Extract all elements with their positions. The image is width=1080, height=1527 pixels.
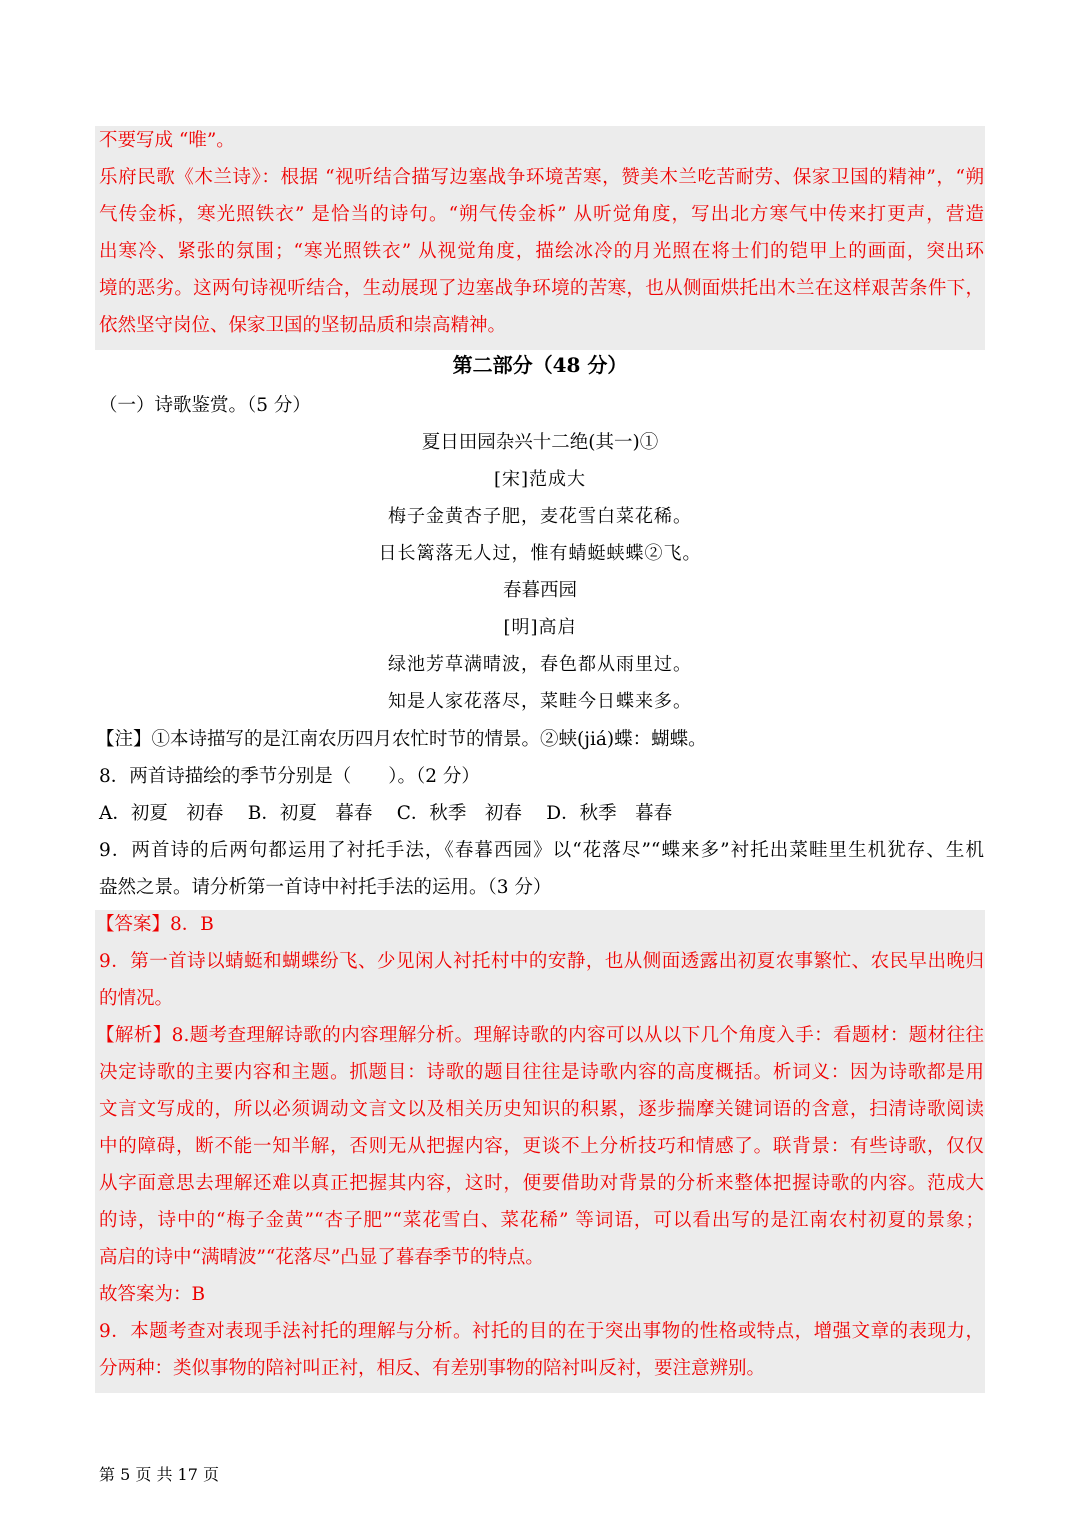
answer-line: 乐府民歌《木兰诗》：根据 “视听结合描写边塞战争环境苦寒，赞美木兰吃苦耐劳、保家卫国的精神”，“朔 [99, 167, 984, 188]
analysis-line: 9．本题考查对表现手法衬托的理解与分析。衬托的目的在于突出事物的性格或特点，增强文章的表现力， [99, 1321, 984, 1342]
answer-line: 气传金柝，寒光照铁衣” 是恰当的诗句。“朔气传金柝” 从听觉角度，写出北方寒气中传来打更声，营造 [99, 204, 984, 225]
section-title: 第二部分（48 分） [452, 353, 628, 377]
poem2-line: 知是人家花落尽，菜畦今日蝶来多。 [388, 691, 692, 712]
analysis-line: 从字面意思去理解还难以真正把握其内容，这时，便要借助对背景的分析来整体把握诗歌的内容。范成大 [99, 1173, 984, 1194]
analysis-line: 决定诗歌的主要内容和主题。抓题目：诗歌的题目往往是诗歌内容的高度概括。析词义：因为诗歌都是用 [99, 1062, 984, 1083]
poem1-line: 日长篱落无人过，惟有蜻蜓蛱蝶②飞。 [378, 543, 702, 564]
analysis-line: 文言文写成的，所以必须调动文言文以及相关历史知识的积累，逐步揣摩关键词语的含意，扫清诗歌阅读 [99, 1099, 984, 1120]
poem-note: 【注】①本诗描写的是江南农历四月农忙时节的情景。②蛱(jiá)蝶：蝴蝶。 [96, 729, 707, 750]
poem1-author: [宋]范成大 [493, 469, 587, 490]
poem1-title: 夏日田园杂兴十二绝(其一)① [421, 432, 659, 453]
analysis-line: 【解析】8.题考查理解诗歌的内容理解分析。理解诗歌的内容可以从以下几个角度入手：看题材：题材往往 [96, 1025, 984, 1046]
poem1-line: 梅子金黄杏子肥，麦花雪白菜花稀。 [388, 506, 692, 527]
poem2-author: [明]高启 [503, 617, 577, 638]
answer-line: 不要写成 “唯”。 [99, 130, 235, 151]
answer-line: 境的恶劣。这两句诗视听结合，生动展现了边塞战争环境的苦寒，也从侧面烘托出木兰在这样艰苦条件下， [99, 278, 984, 299]
section-subtitle: （一）诗歌鉴赏。（5 分） [99, 395, 311, 416]
answer-line: 【答案】8．B [96, 914, 214, 935]
analysis-line: 中的障碍，断不能一知半解，否则无从把握内容，更谈不上分析技巧和情感了。联背景：有些诗歌，仅仅 [99, 1136, 984, 1157]
analysis-line: 的诗，诗中的“梅子金黄”“杏子肥”“菜花雪白、菜花稀” 等词语，可以看出写的是江南农村初夏的景象； [99, 1210, 984, 1231]
poem2-title: 春暮西园 [502, 580, 577, 601]
question-9-line: 9．两首诗的后两句都运用了衬托手法，《春暮西园》以“花落尽”“蝶来多”衬托出菜畦里生机犹存、生机 [99, 840, 984, 861]
analysis-line: 高启的诗中“满晴波”“花落尽”凸显了暮春季节的特点。 [99, 1247, 544, 1268]
answer-line: 依然坚守岗位、保家卫国的坚韧品质和崇高精神。 [99, 315, 507, 336]
analysis-line: 分两种：类似事物的陪衬叫正衬，相反、有差别事物的陪衬叫反衬，要注意辨别。 [99, 1358, 766, 1379]
question-8-stem: 8．两首诗描绘的季节分别是（ ）。（2 分） [99, 766, 480, 787]
page-footer: 第 5 页 共 17 页 [99, 1465, 219, 1484]
answer-line: 出寒冷、紧张的氛围；“寒光照铁衣” 从视觉角度，描绘冰冷的月光照在将士们的铠甲上的画面，突出环 [99, 241, 984, 262]
question-8-options: A．初夏 初春 B．初夏 暮春 C．秋季 初春 D．秋季 暮春 [99, 803, 673, 824]
poem2-line: 绿池芳草满晴波，春色都从雨里过。 [388, 654, 692, 675]
question-9-line: 盎然之景。请分析第一首诗中衬托手法的运用。（3 分） [99, 877, 552, 898]
analysis-line: 故答案为：B [99, 1284, 206, 1305]
answer-line: 的情况。 [99, 988, 174, 1009]
answer-line: 9．第一首诗以蜻蜓和蝴蝶纷飞、少见闲人衬托村中的安静，也从侧面透露出初夏农事繁忙、农民早出晚归 [99, 951, 984, 972]
